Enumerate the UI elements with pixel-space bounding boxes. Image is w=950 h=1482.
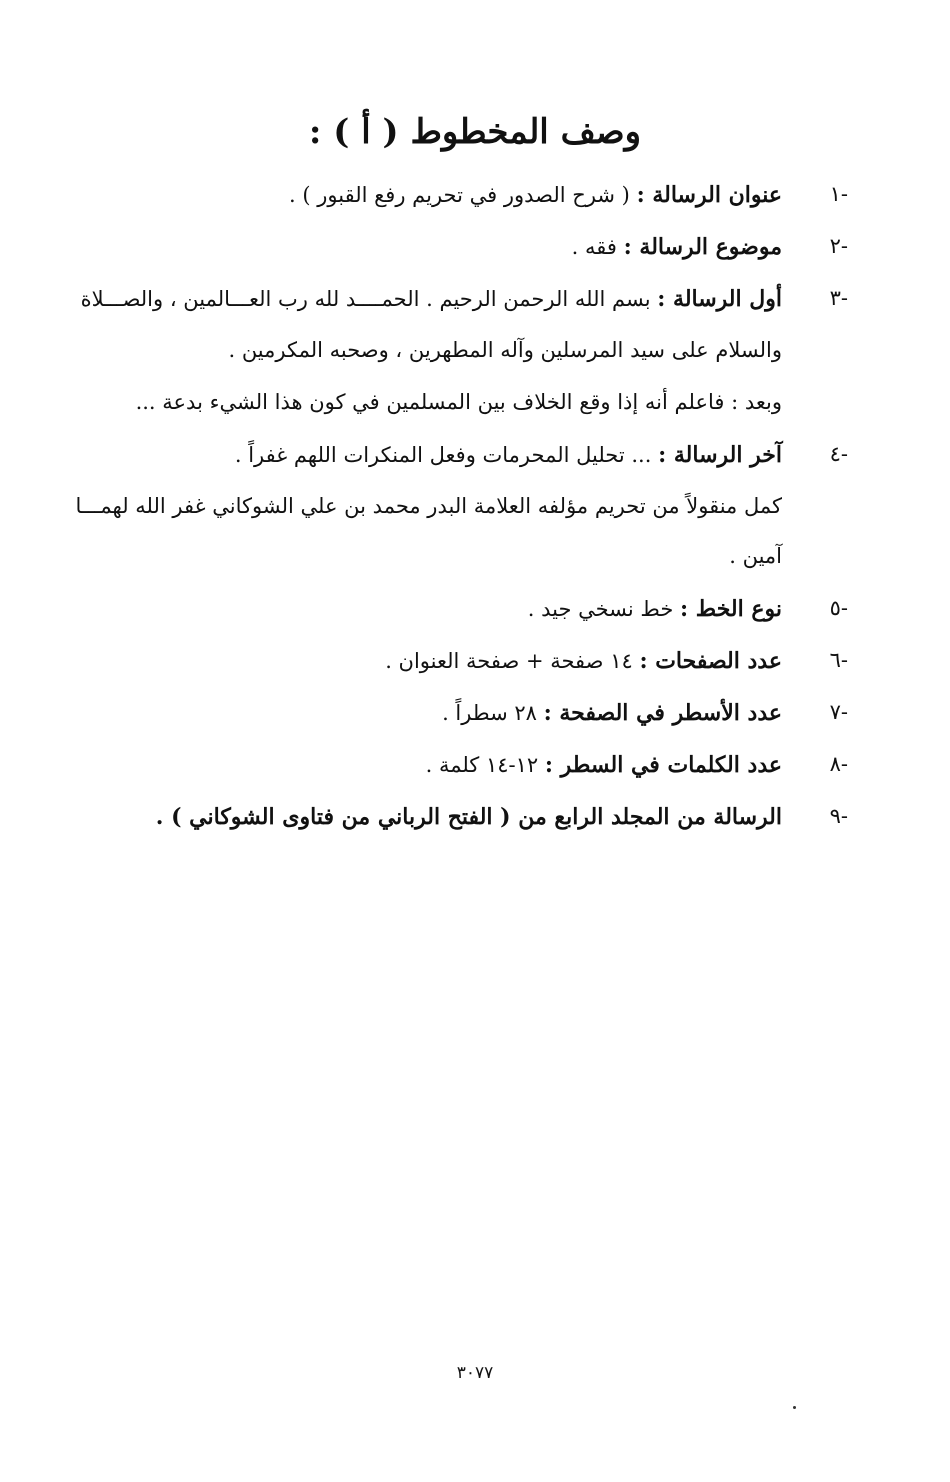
item-label: نوع الخط : (680, 596, 782, 622)
item-text: ... تحليل المحرمات وفعل المنكرات اللهم غفراً . (234, 443, 652, 467)
item-number: -٢ (829, 234, 848, 258)
item-text: ٢٨ سطراً . (442, 701, 537, 725)
item-note: آمين . (729, 544, 782, 568)
item-label: الرسالة من المجلد الرابع من ( الفتح الرباني من فتاوى الشوكاني ) . (155, 804, 782, 830)
item-content (385, 648, 782, 674)
item-content (442, 700, 782, 726)
item-label: موضوع الرسالة : (623, 234, 782, 260)
item-content (156, 804, 782, 830)
item-label: عنوان الرسالة : (636, 182, 782, 208)
item-note: كمل منقولاً من تحريم مؤلفه العلامة البدر محمد بن علي الشوكاني غفر الله لهمـــا (75, 494, 782, 518)
page-number: ٣٠٧٧ (456, 1363, 494, 1383)
item-text: خط نسخي جيد . (527, 597, 674, 621)
item-label: عدد الكلمات في السطر : (544, 752, 782, 778)
item-number: -٧ (829, 700, 848, 724)
item-text: بسم الله الرحمن الرحيم . الحمــــد لله رب العـــالمين ، والصـــلاة (80, 287, 651, 311)
item-label: عدد الأسطر في الصفحة : (543, 700, 782, 726)
item-label: آخر الرسالة : (658, 442, 782, 468)
item-number: -٩ (829, 804, 848, 828)
item-content (528, 596, 782, 622)
item-text: ( شرح الصدور في تحريم رفع القبور ) . (289, 183, 630, 207)
item-text: ١٤ صفحة + صفحة العنوان . (385, 649, 633, 673)
item-content (289, 182, 782, 208)
item-label: أول الرسالة : (657, 286, 782, 312)
item-number: -٥ (829, 596, 848, 620)
item-number: -١ (829, 182, 848, 206)
item-continuation: والسلام على سيد المرسلين وآله المطهرين ، وصحبه المكرمين . (228, 338, 782, 362)
item-number: -٦ (829, 648, 848, 672)
item-extra: وبعد : فاعلم أنه إذا وقع الخلاف بين المسلمين في كون هذا الشيء بدعة ... (135, 390, 782, 414)
item-text: ١٢-١٤ كلمة . (425, 753, 539, 777)
scan-speck (793, 1406, 796, 1409)
item-number: -٣ (829, 286, 848, 310)
item-content (572, 234, 782, 260)
item-text: فقه . (571, 235, 617, 259)
page-title: وصف المخطوط ( أ ) : (308, 112, 642, 152)
item-content (81, 286, 782, 312)
item-content (426, 752, 782, 778)
item-label: عدد الصفحات : (639, 648, 782, 674)
item-content (235, 442, 782, 468)
item-number: -٨ (829, 752, 848, 776)
item-number: -٤ (829, 442, 848, 466)
